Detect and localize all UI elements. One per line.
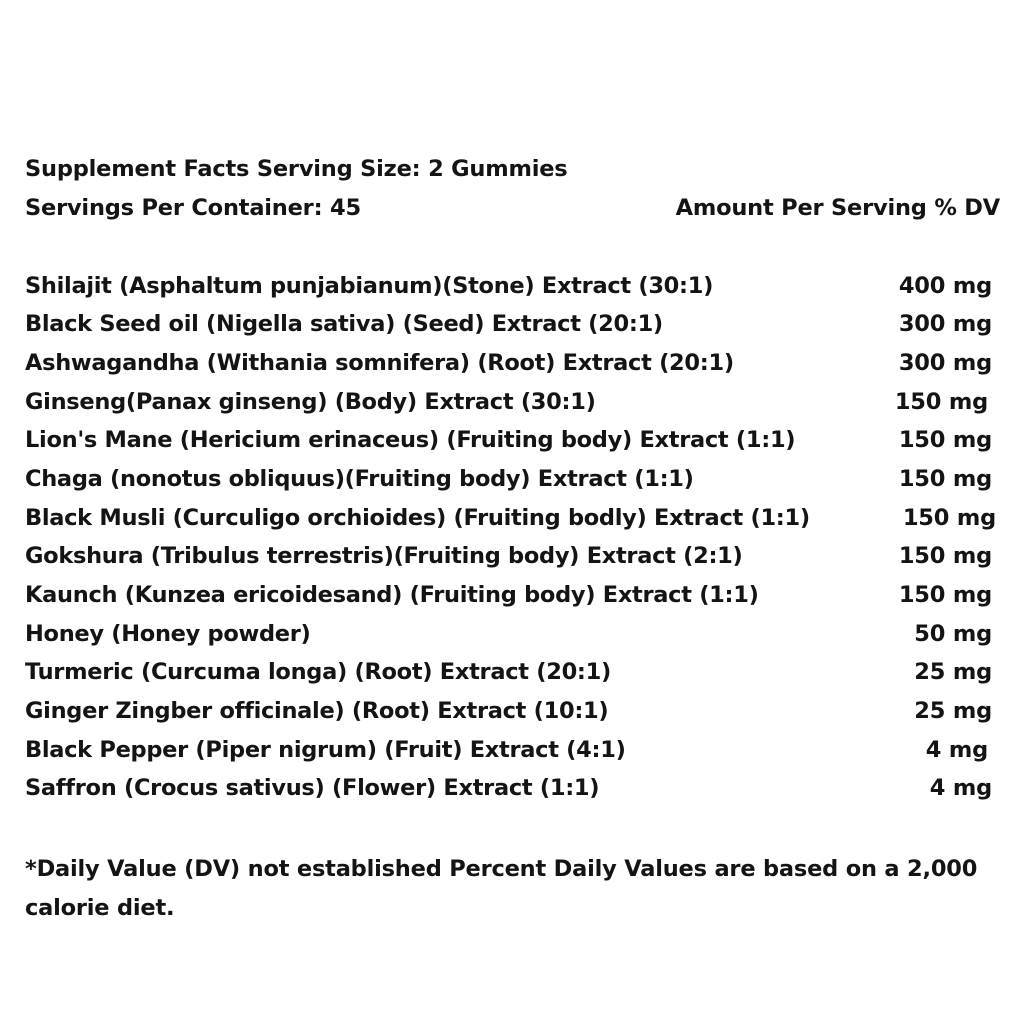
ingredient-amount: 150 mg — [898, 582, 992, 608]
ingredient-name: Ginseng(Panax ginseng) (Body) Extract (30:1) — [25, 389, 596, 415]
ingredient-row — [25, 348, 1000, 380]
ingredient-name: Honey (Honey powder) — [25, 621, 311, 647]
ingredient-row — [25, 773, 1000, 805]
ingredient-amount: 25 mg — [914, 659, 992, 685]
ingredient-amount: 4 mg — [925, 737, 988, 763]
ingredient-row — [25, 696, 1000, 728]
ingredient-row — [25, 503, 1000, 535]
ingredient-name: Ginger Zingber officinale) (Root) Extract (10:1) — [25, 698, 609, 724]
ingredient-row — [25, 464, 1000, 496]
ingredient-row — [25, 309, 1000, 341]
ingredient-row — [25, 425, 1000, 457]
ingredient-amount: 25 mg — [914, 698, 992, 724]
ingredient-amount: 150 mg — [894, 389, 988, 415]
ingredient-name: Saffron (Crocus sativus) (Flower) Extract (1:1) — [25, 775, 600, 801]
ingredient-row — [25, 387, 1000, 419]
serving-size-line: Supplement Facts Serving Size: 2 Gummies — [25, 156, 568, 182]
ingredient-name: Chaga (nonotus obliquus)(Fruiting body) Extract (1:1) — [25, 466, 694, 492]
ingredient-name: Black Seed oil (Nigella sativa) (Seed) Extract (20:1) — [25, 311, 663, 337]
ingredient-amount: 150 mg — [902, 505, 996, 531]
daily-value-footnote: *Daily Value (DV) not established Percent Daily Values are based on a 2,000 calorie diet. — [25, 856, 978, 921]
ingredient-row — [25, 735, 1000, 767]
ingredient-name: Shilajit (Asphaltum punjabianum)(Stone) Extract (30:1) — [25, 273, 714, 299]
ingredient-row — [25, 541, 1000, 573]
ingredient-amount: 4 mg — [929, 775, 992, 801]
ingredient-name: Gokshura (Tribulus terrestris)(Fruiting body) Extract (2:1) — [25, 543, 743, 569]
ingredient-row — [25, 271, 1000, 303]
ingredient-amount: 400 mg — [898, 273, 992, 299]
ingredient-name: Lion's Mane (Hericium erinaceus) (Fruiting body) Extract (1:1) — [25, 427, 796, 453]
ingredient-row — [25, 619, 1000, 651]
ingredient-row — [25, 580, 1000, 612]
ingredient-amount: 300 mg — [898, 311, 992, 337]
ingredient-amount: 150 mg — [898, 543, 992, 569]
ingredient-amount: 150 mg — [898, 427, 992, 453]
ingredient-amount: 150 mg — [898, 466, 992, 492]
ingredient-name: Black Musli (Curculigo orchioides) (Fruiting bodly) Extract (1:1) — [25, 505, 810, 531]
servings-per-container-line: Servings Per Container: 45 — [25, 195, 361, 221]
ingredient-row — [25, 657, 1000, 689]
ingredient-amount: 50 mg — [914, 621, 992, 647]
amount-per-serving-header: Amount Per Serving % DV — [675, 195, 1000, 221]
ingredient-name: Black Pepper (Piper nigrum) (Fruit) Extract (4:1) — [25, 737, 626, 763]
ingredient-name: Ashwagandha (Withania somnifera) (Root) Extract (20:1) — [25, 350, 734, 376]
ingredient-name: Turmeric (Curcuma longa) (Root) Extract (20:1) — [25, 659, 611, 685]
ingredient-amount: 300 mg — [898, 350, 992, 376]
ingredient-name: Kaunch (Kunzea ericoidesand) (Fruiting body) Extract (1:1) — [25, 582, 759, 608]
